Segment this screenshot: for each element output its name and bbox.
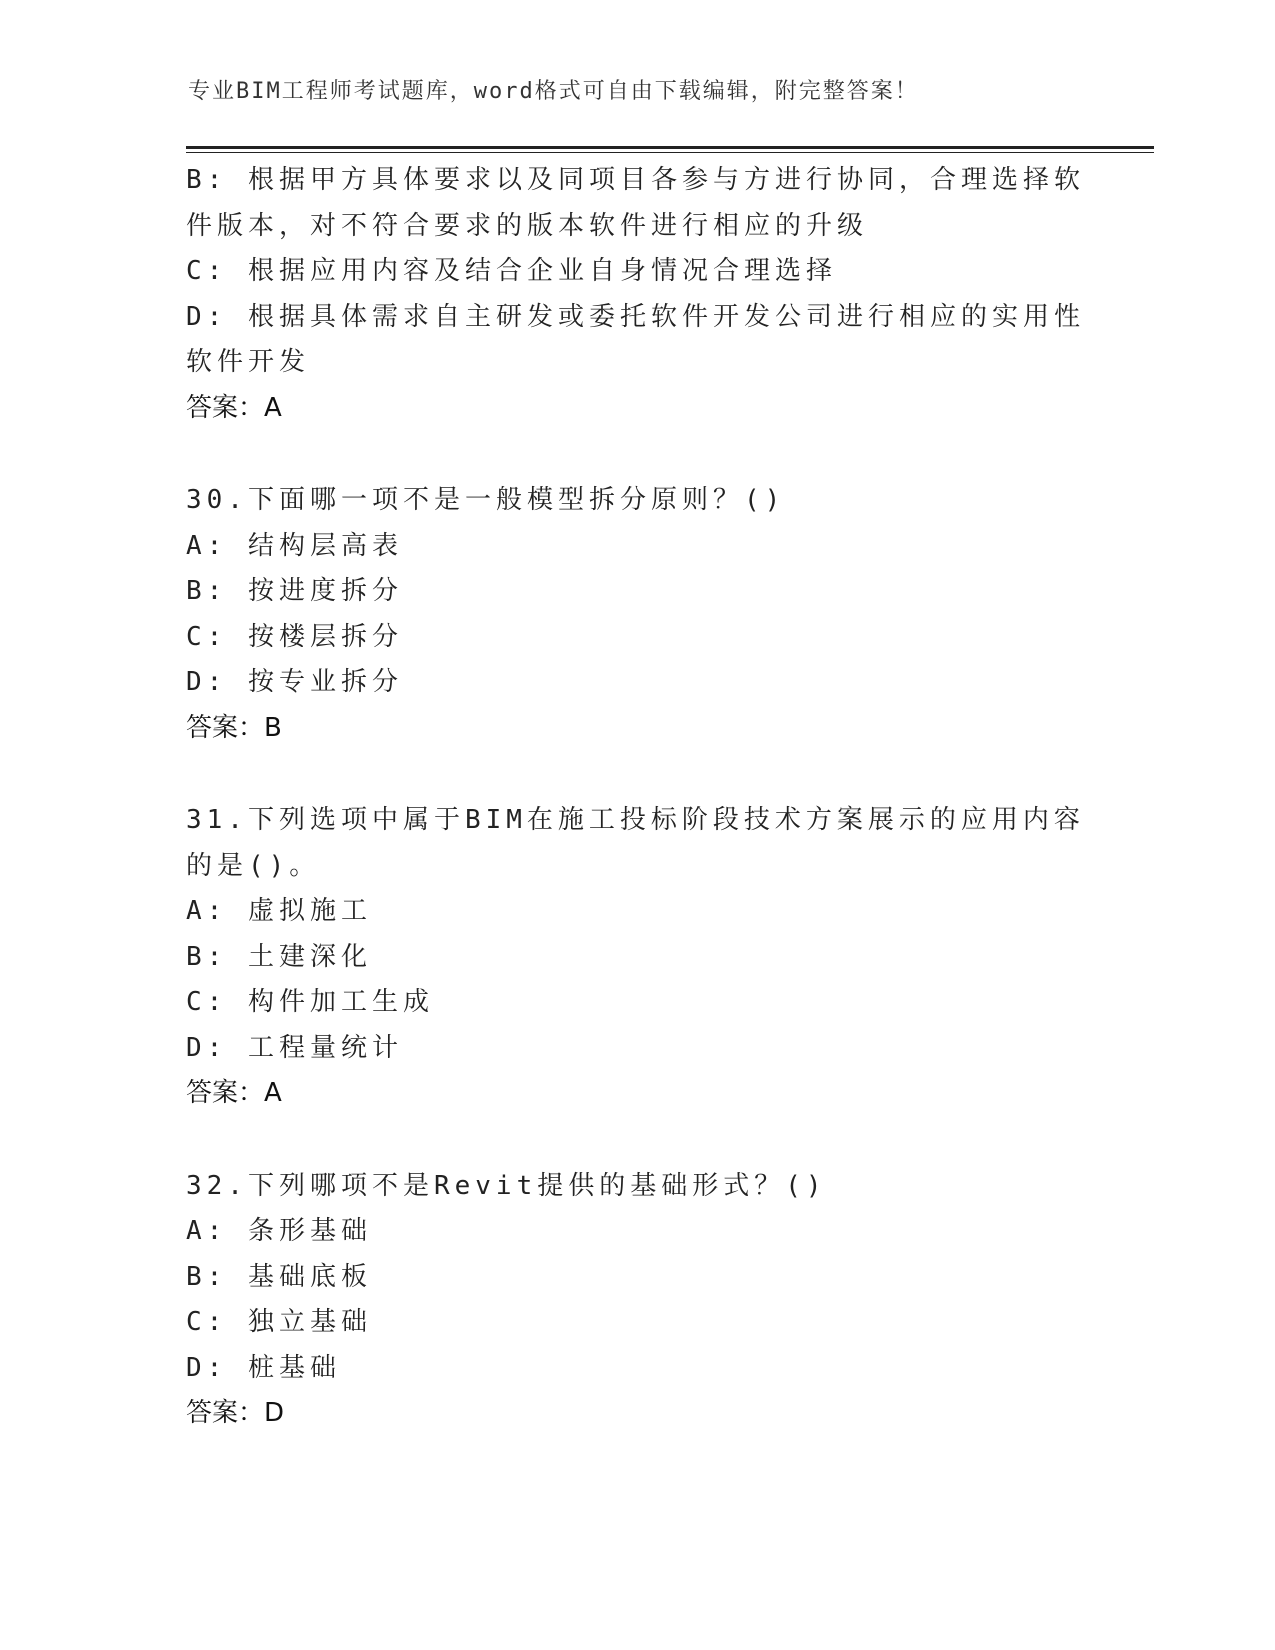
question-text: 30.下面哪一项不是一般模型拆分原则？() (186, 485, 786, 515)
option-c: C: 独立基础 (186, 1307, 372, 1337)
option-b: B: 基础底板 (186, 1261, 372, 1292)
option-b: B: 根据甲方具体要求以及同项目各参与方进行协同，合理选择软件版本，对不符合要求的版本软件进行相应的升级 (186, 165, 1085, 241)
page-header: 专业BIM工程师考试题库，word格式可自由下载编辑，附完整答案！ (188, 79, 919, 104)
question-block-32 (186, 1164, 1086, 1437)
answer-line: 答案：A (186, 1078, 282, 1108)
question-text: 31.下列选项中属于BIM在施工投标阶段技术方案展示的应用内容的是()。 (186, 805, 1085, 881)
option-a: A: 虚拟施工 (186, 896, 372, 926)
header-rule-thick (186, 146, 1154, 149)
answer-line: 答案：A (186, 392, 282, 423)
option-d: D: 按专业拆分 (186, 667, 403, 697)
answer-line: 答案：B (186, 712, 282, 743)
option-d: D: 工程量统计 (186, 1032, 403, 1063)
option-c: C: 构件加工生成 (186, 987, 434, 1017)
option-d: D: 根据具体需求自主研发或委托软件开发公司进行相应的实用性软件开发 (186, 301, 1085, 377)
header-rule-thin (186, 152, 1154, 153)
continuation-block (186, 158, 1086, 431)
option-d: D: 桩基础 (186, 1352, 341, 1383)
question-text: 32.下列哪项不是Revit提供的基础形式？() (186, 1170, 827, 1201)
option-b: B: 土建深化 (186, 941, 372, 972)
option-c: C: 根据应用内容及结合企业自身情况合理选择 (186, 256, 837, 286)
option-a: A: 条形基础 (186, 1216, 372, 1246)
option-b: B: 按进度拆分 (186, 576, 403, 606)
answer-line: 答案：D (186, 1398, 285, 1428)
question-block-31 (186, 798, 1086, 1117)
question-block-30 (186, 478, 1086, 751)
option-c: C: 按楼层拆分 (186, 621, 403, 652)
document-body (186, 158, 1086, 1437)
option-a: A: 结构层高表 (186, 530, 403, 561)
